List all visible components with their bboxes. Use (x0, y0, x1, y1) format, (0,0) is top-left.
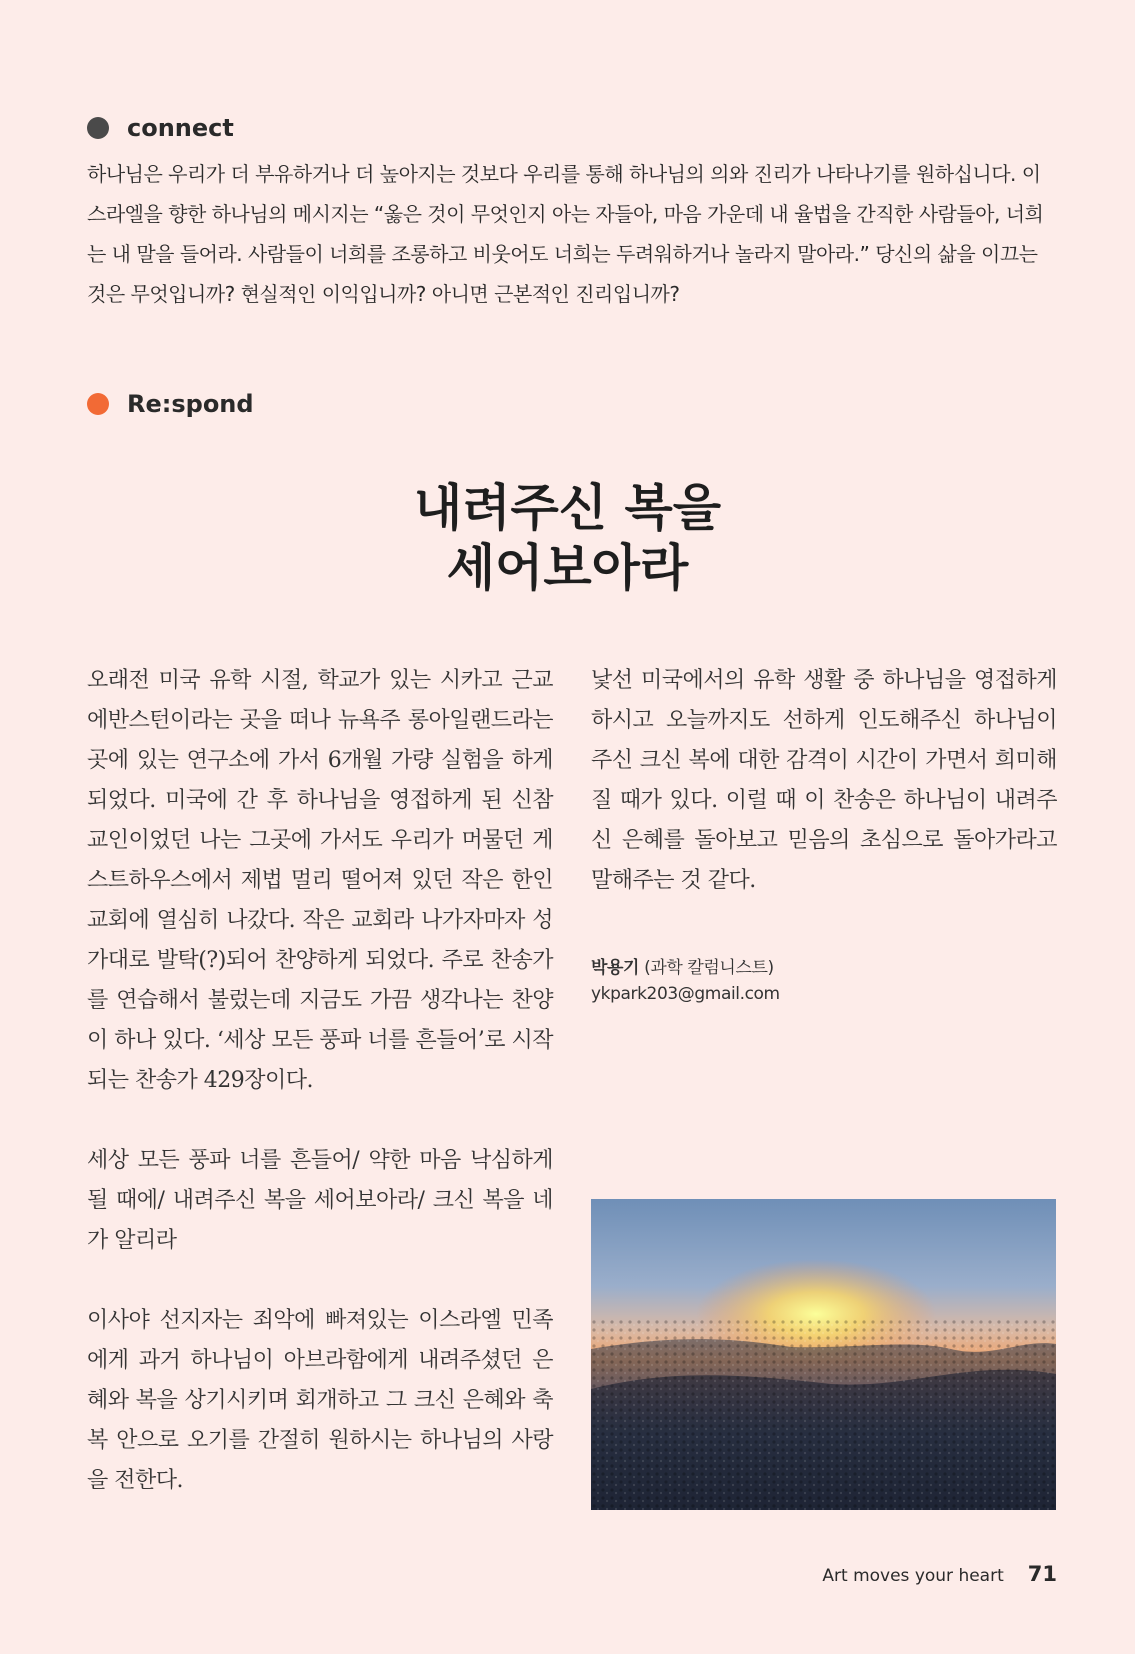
article-title-line-1: 내려주신 복을 (413, 478, 722, 537)
left-paragraph-1: 오래전 미국 유학 시절, 학교가 있는 시카고 근교 에반스턴이라는 곳을 떠나 뉴욕주 롱아일랜드라는 곳에 있는 연구소에 가서 6개월 가량 실험을 하게 되었다. 미국에 간 후 하나님을 영접하게 된 신참 교인이었던 나는 그곳에 가서도 우리가 머물던 게스트하우스에서 제법 멀리 떨어져 있던 작은 한인교회에 열심히 나갔다. 작은 교회라 나가자마자 성가대로 발탁(?)되어 찬양하게 되었다. 주로 찬송가를 연습해서 불렀는데 지금도 가끔 생각나는 찬양이 하나 있다. ‘세상 모든 풍파 너를 흔들어’로 시작되는 찬송가 429장이다. (87, 668, 553, 1093)
left-paragraph-3: 이사야 선지자는 죄악에 빠져있는 이스라엘 민족에게 과거 하나님이 아브라함에게 내려주셨던 은혜와 복을 상기시키며 회개하고 그 크신 은혜와 축복 안으로 오기를 간절히 원하시는 하나님의 사랑을 전한다. (87, 1308, 553, 1493)
footer-tagline: Art moves your heart (822, 1566, 1004, 1586)
page-footer (822, 1562, 1057, 1586)
page-number: 71 (1027, 1562, 1057, 1586)
left-paragraph-2: 세상 모든 풍파 너를 흔들어/ 약한 마음 낙심하게 될 때에/ 내려주신 복을 세어보아라/ 크신 복을 네가 알리라 (87, 1148, 553, 1253)
article-title (0, 478, 1135, 598)
connect-heading (87, 114, 234, 142)
connect-bullet-icon (87, 117, 109, 139)
right-paragraph-1: 낯선 미국에서의 유학 생활 중 하나님을 영접하게 하시고 오늘까지도 선하게 인도해주신 하나님이 주신 크신 복에 대한 감격이 시간이 가면서 희미해질 때가 있다. 이럴 때 이 찬송은 하나님이 내려주신 은혜를 돌아보고 믿음의 초심으로 돌아가라고 말해주는 것 같다. (591, 668, 1057, 893)
author-info (591, 955, 780, 1007)
sunrise-photo (591, 1199, 1056, 1510)
respond-heading-label: Re:spond (127, 390, 254, 418)
left-column (87, 661, 553, 1541)
article-title-line-2: 세어보아라 (446, 538, 689, 597)
author-role: (과학 칼럼니스트) (644, 958, 774, 978)
connect-body: 하나님은 우리가 더 부유하거나 더 높아지는 것보다 우리를 통해 하나님의 의와 진리가 나타나기를 원하십니다. 이스라엘을 향한 하나님의 메시지는 “옳은 것이 무엇인지 아는 자들아, 마음 가운데 내 율법을 간직한 사람들아, 너희는 내 말을 들어라. 사람들이 너희를 조롱하고 비웃어도 너희는 두려워하거나 놀라지 말아라.” 당신의 삶을 이끄는 것은 무엇입니까? 현실적인 이익입니까? 아니면 근본적인 진리입니까? (87, 162, 1044, 306)
connect-heading-label: connect (127, 114, 234, 142)
author-email: ykpark203@gmail.com (591, 984, 780, 1004)
respond-heading (87, 390, 254, 418)
respond-bullet-icon (87, 393, 109, 415)
author-name: 박용기 (591, 958, 640, 978)
right-column (591, 661, 1057, 941)
